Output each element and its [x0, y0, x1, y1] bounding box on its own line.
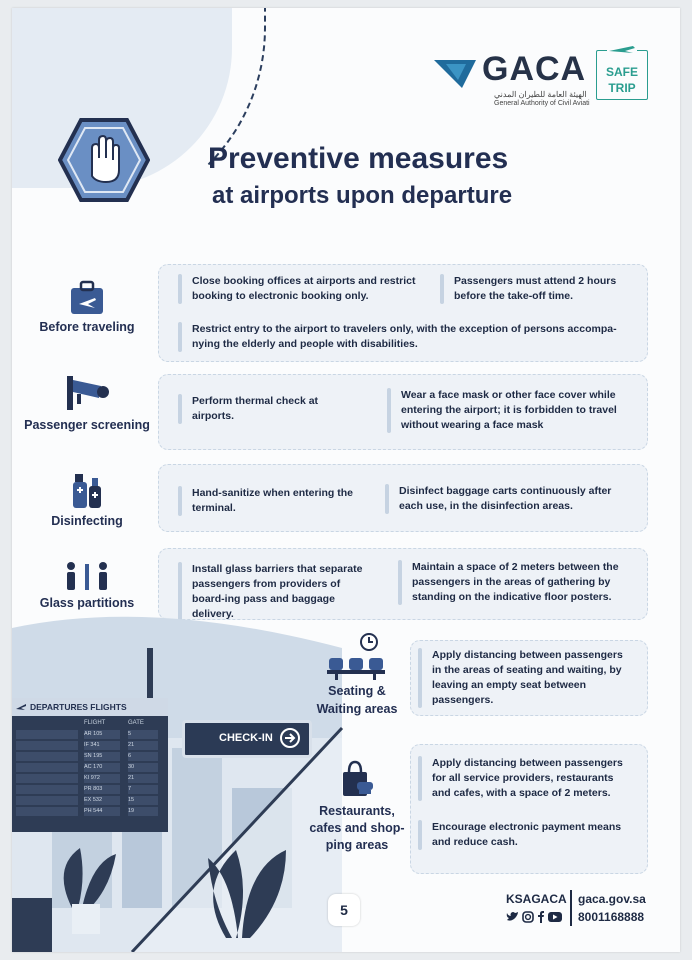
category-before-traveling [12, 280, 162, 334]
category-label: Glass partitions [39, 596, 135, 610]
board-flight-cell: PH 544 [84, 807, 120, 816]
footer-divider [570, 890, 572, 926]
category-label: cafes and shop- [309, 821, 405, 835]
board-flight-cell: IF 341 [84, 741, 120, 750]
category-label: Waiting areas [316, 702, 398, 716]
measure-text: Apply distancing between passengers for all service providers, restaurants and cafes, with a space of 2 meters. [432, 756, 634, 801]
footer-handle: KSAGACA [506, 892, 567, 906]
board-gate-cell: 21 [128, 774, 158, 783]
instagram-icon [523, 912, 533, 922]
category-disinfecting [12, 468, 162, 528]
twitter-icon [507, 912, 518, 921]
footer-site: gaca.gov.sa [578, 892, 646, 906]
plane-icon [607, 43, 637, 55]
board-flight-cell: AC 170 [84, 763, 120, 772]
measure-text: Maintain a space of 2 meters between the passengers in the areas of gathering by standing on the indicative floor posters. [412, 560, 634, 605]
infographic-page [12, 8, 680, 952]
title-line-2: at airports upon departure [212, 182, 513, 209]
gaca-logo [432, 46, 592, 106]
check-in-sign [182, 720, 312, 758]
camera-icon [63, 372, 111, 414]
arrow-right-icon [279, 727, 301, 749]
luggage-icon [67, 280, 107, 316]
board-row-bar [16, 807, 78, 816]
facebook-icon [538, 911, 544, 923]
page-number: 5 [328, 894, 360, 926]
footer-phone: 8001168888 [578, 910, 645, 924]
board-gate-cell: 7 [128, 785, 158, 794]
logo-name: GACA [482, 50, 587, 88]
category-label: Restaurants, [319, 804, 395, 818]
category-passenger-screening [12, 372, 162, 432]
board-flight-cell: EX 532 [84, 796, 120, 805]
measure-text: Passengers must attend 2 hours before the take-off time. [454, 274, 634, 304]
board-gate-cell: 15 [128, 796, 158, 805]
measure-text: Apply distancing between passengers in the areas of seating and waiting, by leaving an empty seat between passengers. [432, 648, 634, 708]
category-label: Before traveling [39, 320, 135, 334]
board-row-bar [16, 741, 78, 750]
logo-arabic: الهيئة العامة للطيران المدني [494, 90, 587, 99]
board-flight-cell: AR 105 [84, 730, 120, 739]
gaca-emblem-icon [432, 54, 478, 90]
check-in-label: CHECK-IN [219, 732, 273, 744]
measure-text: Perform thermal check at airports. [192, 394, 342, 424]
stop-hand-icon [58, 118, 150, 207]
partition-icon [61, 560, 113, 592]
plane-small-icon [15, 702, 27, 712]
social-media-icons [506, 910, 566, 924]
seats-clock-icon [325, 632, 389, 680]
social-icons [506, 910, 566, 929]
page-title [208, 142, 512, 210]
measure-text: Encourage electronic payment means and reduce cash. [432, 820, 634, 850]
title-line-1: Preventive measures [208, 142, 509, 175]
board-gate-cell: 19 [128, 807, 158, 816]
board-flight-cell: SN 195 [84, 752, 120, 761]
board-col-gate: GATE [128, 720, 144, 726]
departures-board [12, 698, 168, 832]
measure-text: Restrict entry to the airport to travelers only, with the exception of persons accompa-nying the elderly and people with disabilities. [192, 322, 632, 352]
board-gate-cell: 30 [128, 763, 158, 772]
board-flight-cell: PR 803 [84, 785, 120, 794]
board-gate-cell: 21 [128, 741, 158, 750]
board-row-bar [16, 730, 78, 739]
board-row-bar [16, 785, 78, 794]
measure-text: Wear a face mask or other face cover while entering the airport; it is forbidden to travel without wearing a face mask [401, 388, 635, 433]
board-row-bar [16, 752, 78, 761]
category-label: Disinfecting [51, 514, 123, 528]
board-row-bar [16, 774, 78, 783]
board-col-flight: FLIGHT [84, 720, 106, 726]
measure-text: Install glass barriers that separate passengers from providers of board-ing pass and baggage delivery. [192, 562, 372, 622]
category-label: Passenger screening [24, 418, 150, 432]
category-glass-partitions [12, 560, 162, 610]
category-label: Seating & [328, 684, 386, 698]
measure-text: Disinfect baggage carts continuously after each use, in the disinfection areas. [399, 484, 633, 514]
measure-text: Hand-sanitize when entering the terminal. [192, 486, 370, 516]
board-gate-cell: 6 [128, 752, 158, 761]
spray-bottle-icon [67, 468, 107, 510]
measure-text: Close booking offices at airports and restrict booking to electronic booking only. [192, 274, 428, 304]
board-title: DEPARTURES FLIGHTS [12, 698, 168, 716]
badge-line-1: SAFE [605, 65, 638, 79]
board-gate-cell: 5 [128, 730, 158, 739]
board-row-bar [16, 763, 78, 772]
board-row-bar [16, 796, 78, 805]
badge-line-2: TRIP [608, 81, 636, 95]
category-label: ping areas [325, 838, 389, 852]
shopping-bag-icon [337, 760, 377, 800]
board-flight-cell: KI 972 [84, 774, 120, 783]
logo-english: General Authority of Civil Aviati [494, 100, 590, 107]
safe-trip-badge [596, 50, 648, 100]
